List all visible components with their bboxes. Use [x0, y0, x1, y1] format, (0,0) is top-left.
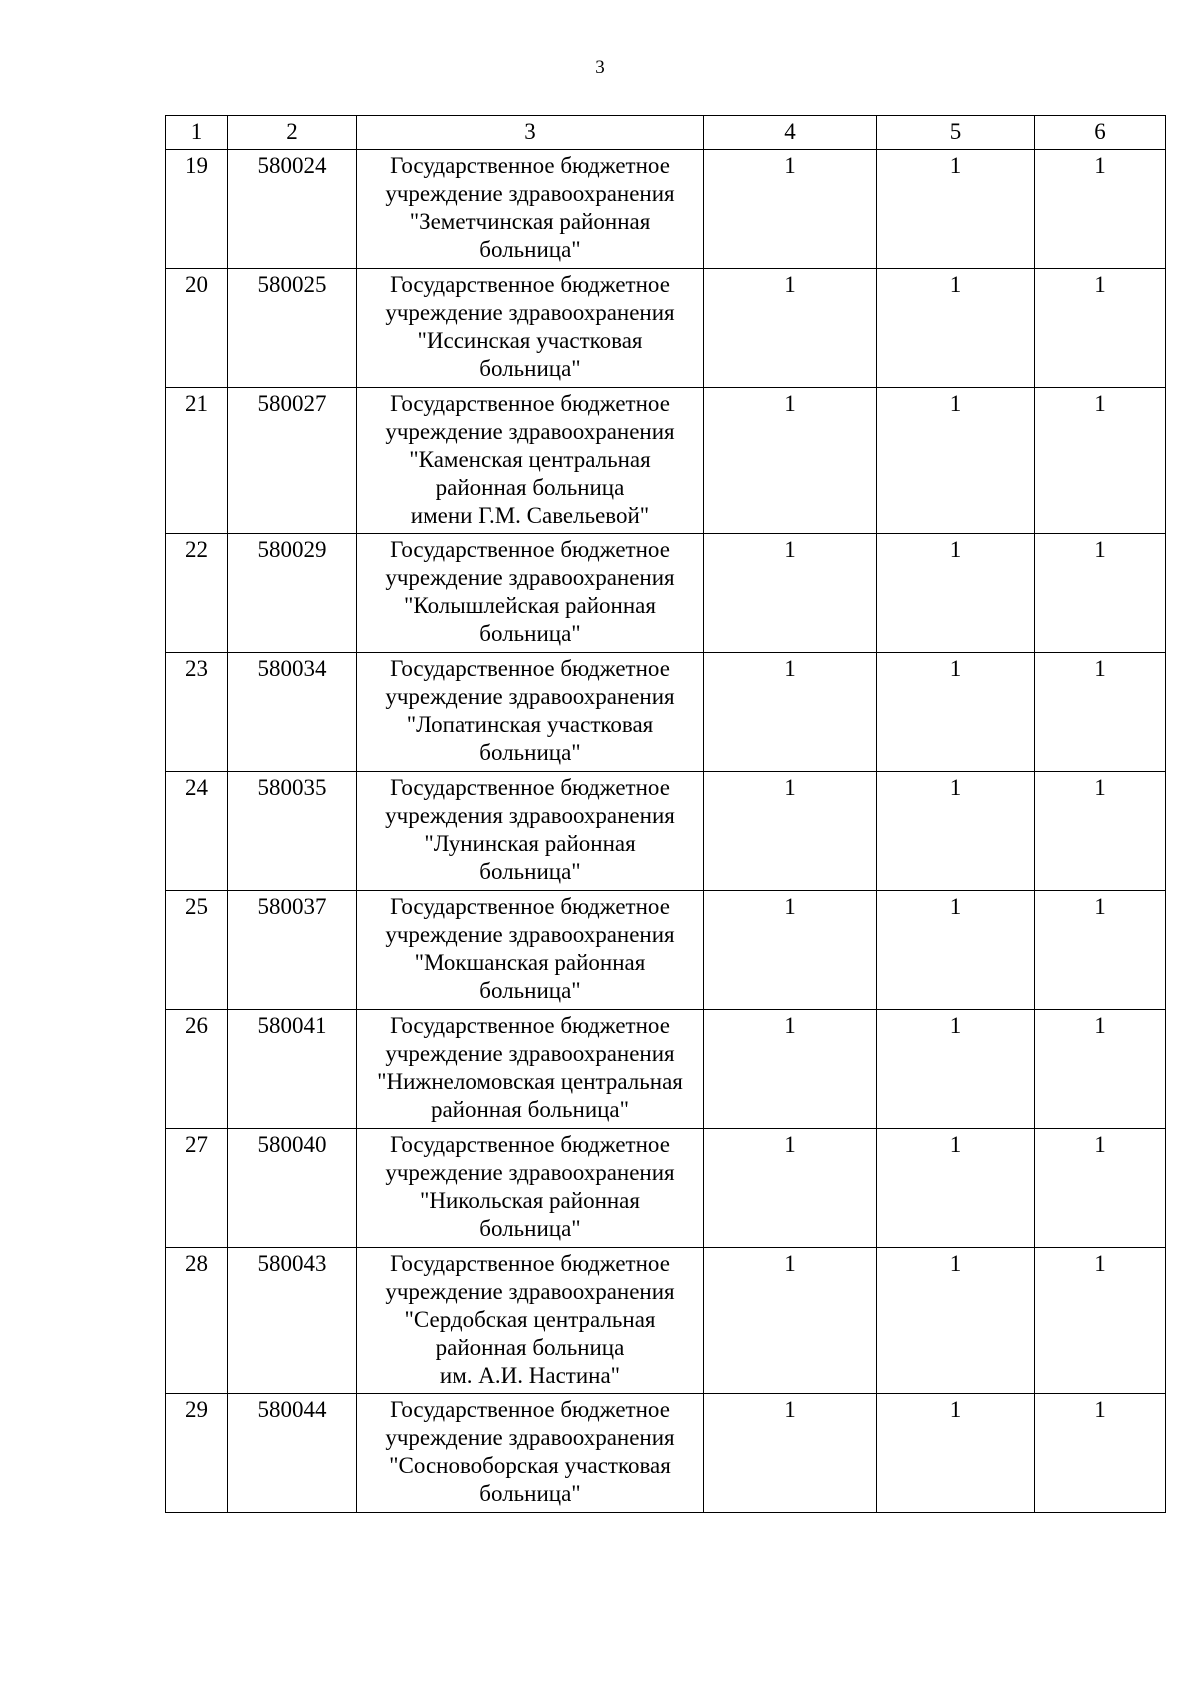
institution-code: 580044 [228, 1394, 357, 1513]
institution-name: Государственное бюджетное учреждение здравоохранения "Сосновоборская участковая больница" [357, 1394, 704, 1513]
column-6-value: 1 [1035, 388, 1166, 534]
column-6-value: 1 [1035, 653, 1166, 772]
column-4-value: 1 [704, 1394, 877, 1513]
institution-code: 580043 [228, 1248, 357, 1394]
institution-name: Государственное бюджетное учреждение здравоохранения "Сердобская центральная районная больница им. А.И. Настина" [357, 1248, 704, 1394]
column-6-value: 1 [1035, 1394, 1166, 1513]
column-4-value: 1 [704, 891, 877, 1010]
column-6-value: 1 [1035, 772, 1166, 891]
institution-name: Государственное бюджетное учреждение здравоохранения "Иссинская участковая больница" [357, 269, 704, 388]
institution-code: 580027 [228, 388, 357, 534]
column-4-value: 1 [704, 1129, 877, 1248]
table-row [166, 891, 1166, 1010]
column-4-value: 1 [704, 269, 877, 388]
column-4-value: 1 [704, 388, 877, 534]
column-6-value: 1 [1035, 150, 1166, 269]
table-row [166, 1394, 1166, 1513]
column-4-value: 1 [704, 1010, 877, 1129]
institution-code: 580037 [228, 891, 357, 1010]
column-6-value: 1 [1035, 891, 1166, 1010]
row-number: 23 [166, 653, 228, 772]
column-5-value: 1 [877, 1394, 1035, 1513]
column-4-value: 1 [704, 1248, 877, 1394]
column-6-value: 1 [1035, 534, 1166, 653]
column-6-value: 1 [1035, 269, 1166, 388]
header-row [166, 116, 1166, 150]
column-6-value: 1 [1035, 1010, 1166, 1129]
institution-name: Государственное бюджетное учреждение здравоохранения "Земетчинская районная больница" [357, 150, 704, 269]
institution-name: Государственное бюджетное учреждение здравоохранения "Никольская районная больница" [357, 1129, 704, 1248]
header-cell-5: 5 [877, 116, 1035, 150]
row-number: 29 [166, 1394, 228, 1513]
column-4-value: 1 [704, 772, 877, 891]
table-row [166, 1129, 1166, 1248]
institution-name: Государственное бюджетное учреждение здравоохранения "Колышлейская районная больница" [357, 534, 704, 653]
column-4-value: 1 [704, 534, 877, 653]
column-5-value: 1 [877, 1010, 1035, 1129]
row-number: 20 [166, 269, 228, 388]
institution-code: 580040 [228, 1129, 357, 1248]
column-5-value: 1 [877, 891, 1035, 1010]
institution-name: Государственное бюджетное учреждение здравоохранения "Каменская центральная районная больница имени Г.М. Савельевой" [357, 388, 704, 534]
row-number: 19 [166, 150, 228, 269]
institution-name: Государственное бюджетное учреждение здравоохранения "Мокшанская районная больница" [357, 891, 704, 1010]
row-number: 26 [166, 1010, 228, 1129]
header-cell-3: 3 [357, 116, 704, 150]
table-row [166, 534, 1166, 653]
row-number: 27 [166, 1129, 228, 1248]
table-row [166, 388, 1166, 534]
header-cell-2: 2 [228, 116, 357, 150]
header-cell-1: 1 [166, 116, 228, 150]
column-5-value: 1 [877, 534, 1035, 653]
institution-name: Государственное бюджетное учреждение здравоохранения "Лопатинская участковая больница" [357, 653, 704, 772]
institution-code: 580041 [228, 1010, 357, 1129]
institution-name: Государственное бюджетное учреждения здравоохранения "Лунинская районная больница" [357, 772, 704, 891]
column-5-value: 1 [877, 388, 1035, 534]
column-5-value: 1 [877, 772, 1035, 891]
table-header [166, 116, 1166, 150]
header-cell-6: 6 [1035, 116, 1166, 150]
column-6-value: 1 [1035, 1129, 1166, 1248]
table-row [166, 150, 1166, 269]
table-row [166, 1010, 1166, 1129]
institution-name: Государственное бюджетное учреждение здравоохранения "Нижнеломовская центральная районная больница" [357, 1010, 704, 1129]
institution-code: 580034 [228, 653, 357, 772]
row-number: 24 [166, 772, 228, 891]
column-5-value: 1 [877, 269, 1035, 388]
page-number: 3 [595, 57, 605, 78]
table-row [166, 1248, 1166, 1394]
table-row [166, 772, 1166, 891]
institution-code: 580029 [228, 534, 357, 653]
column-5-value: 1 [877, 1129, 1035, 1248]
institution-code: 580024 [228, 150, 357, 269]
row-number: 21 [166, 388, 228, 534]
column-4-value: 1 [704, 653, 877, 772]
table-body [166, 150, 1166, 1513]
column-4-value: 1 [704, 150, 877, 269]
row-number: 25 [166, 891, 228, 1010]
column-5-value: 1 [877, 653, 1035, 772]
column-5-value: 1 [877, 150, 1035, 269]
row-number: 28 [166, 1248, 228, 1394]
institution-code: 580025 [228, 269, 357, 388]
header-cell-4: 4 [704, 116, 877, 150]
institution-code: 580035 [228, 772, 357, 891]
table-row [166, 269, 1166, 388]
column-6-value: 1 [1035, 1248, 1166, 1394]
column-5-value: 1 [877, 1248, 1035, 1394]
table-row [166, 653, 1166, 772]
row-number: 22 [166, 534, 228, 653]
institutions-table [165, 115, 1166, 1513]
